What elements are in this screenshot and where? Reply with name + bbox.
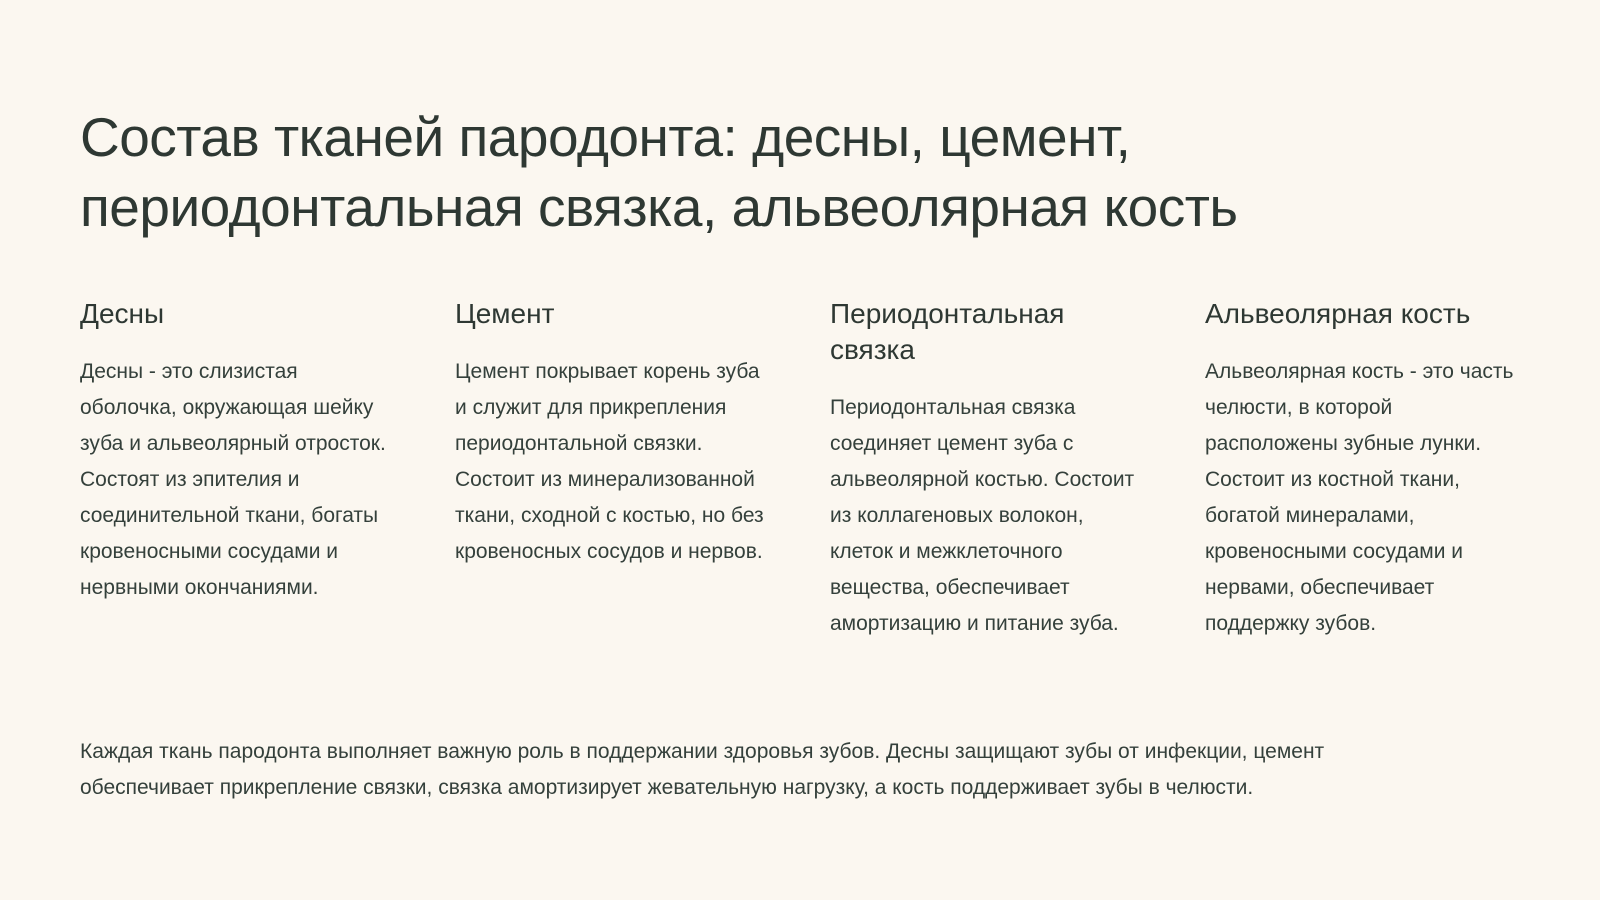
summary-text: Каждая ткань пародонта выполняет важную роль в поддержании здоровья зубов. Десны защищают зубы от инфекции, цемент обеспечивает прикрепление связки, связка амортизирует жевательную нагрузку, а кость поддерживает зубы в челюсти. — [80, 740, 1325, 799]
periodontal-ligament-description: Периодонтальная связка соединяет цемент зуба с альвеолярной костью. Состоит из коллагеновых волокон, клеток и межклеточного вещества, обеспечивает амортизацию и питание зуба. — [830, 396, 1135, 635]
slide-title: Состав тканей пародонта: десны, цемент, периодонтальная связка, альвеолярная кость — [80, 106, 1238, 238]
tissue-columns — [80, 296, 1530, 642]
gums-description: Десны - это слизистая оболочка, окружающая шейку зуба и альвеолярный отросток. Состоят из эпителия и соединительной ткани, богаты кровеносными сосудами и нервными окончаниями. — [80, 360, 386, 599]
alveolar-bone-heading: Альвеолярная кость — [1205, 298, 1471, 329]
gums-heading: Десны — [80, 298, 165, 329]
alveolar-bone-description: Альвеолярная кость - это часть челюсти, в которой расположены зубные лунки. Состоит из костной ткани, богатой минералами, кровеносными сосудами и нервами, обеспечивает поддержку зубов. — [1205, 360, 1514, 635]
cement-description: Цемент покрывает корень зуба и служит для прикрепления периодонтальной связки. Состоит из минерализованной ткани, сходной с костью, но без кровеносных сосудов и нервов. — [455, 360, 764, 563]
periodontal-ligament-column — [830, 296, 1147, 642]
cement-column — [455, 296, 772, 642]
gums-column — [80, 296, 397, 642]
periodontal-ligament-heading: Периодонтальная связка — [830, 298, 1065, 365]
cement-heading: Цемент — [455, 298, 555, 329]
alveolar-bone-column — [1205, 296, 1522, 642]
